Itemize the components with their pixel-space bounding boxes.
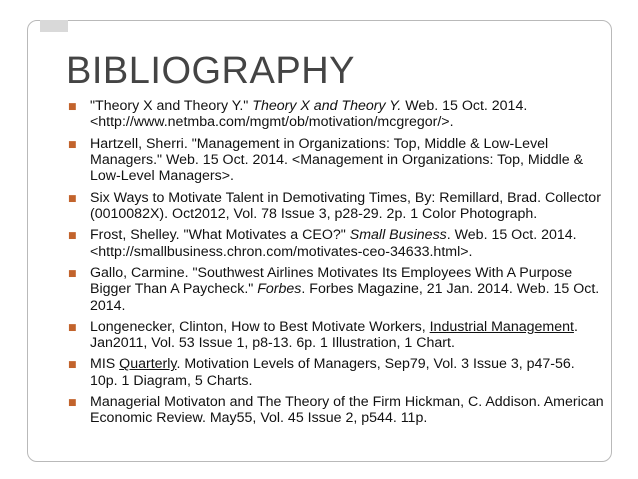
entry-text: "Theory X and Theory Y." — [90, 98, 253, 114]
entry-text: . Web. 15 Oct. 2014. <http://smallbusiness.chron.com/motivates-ceo-34633.html>. — [90, 227, 577, 260]
bibliography-entry — [66, 394, 606, 427]
corner-accent-tab — [40, 20, 68, 32]
bibliography-entry — [66, 356, 606, 389]
square-bullet-icon: ■ — [68, 102, 77, 112]
entry-underlined-title: Quarterly — [119, 356, 177, 373]
entry-text: Six Ways to Motivate Talent in Demotivating Times, By: Remillard, Brad. Collector (0010082X). Oct2012, Vol. 78 Issue 3, p28-29. 2p. 1 Color Photograph. — [90, 189, 601, 223]
bibliography-entry — [66, 319, 606, 352]
entry-italic-title: Forbes — [257, 281, 302, 298]
slide-title: BIBLIOGRAPHY — [66, 50, 355, 92]
entry-text: Frost, Shelley. "What Motivates a CEO?" — [90, 227, 350, 244]
square-bullet-icon: ■ — [68, 268, 77, 279]
entry-underlined-title: Industrial Management — [429, 318, 574, 335]
bibliography-entry — [66, 227, 606, 260]
square-bullet-icon: ■ — [68, 193, 77, 204]
entry-text: Longenecker, Clinton, How to Best Motivate Workers, — [90, 318, 430, 335]
bibliography-entry — [66, 136, 606, 185]
entry-text: . Jan2011, Vol. 53 Issue 1, p8-13. 6p. 1 Illustration, 1 Chart. — [90, 318, 578, 352]
entry-text: . Forbes Magazine, 21 Jan. 2014. Web. 15 Oct. 2014. — [90, 281, 600, 314]
entry-text: Hartzell, Sherri. "Management in Organizations: Top, Middle & Low-Level Managers." Web. 15 Oct. 2014. <Management in Organizations: Top, Middle & Low-Level Managers>. — [90, 135, 584, 185]
entry-text: . Motivation Levels of Managers, Sep79, Vol. 3 Issue 3, p47-56. 10p. 1 Diagram, 5 Charts. — [90, 356, 575, 389]
entry-text: MIS — [90, 356, 120, 373]
square-bullet-icon: ■ — [68, 139, 77, 150]
square-bullet-icon: ■ — [68, 231, 77, 242]
bibliography-entry — [66, 190, 606, 223]
square-bullet-icon: ■ — [68, 322, 77, 333]
entry-text: Managerial Motivaton and The Theory of the Firm Hickman, C. Addison. American Economic Review. May55, Vol. 45 Issue 2, p544. 11p. — [90, 394, 604, 427]
bibliography-entry — [66, 98, 606, 131]
bibliography-list — [66, 98, 606, 432]
square-bullet-icon: ■ — [68, 360, 77, 371]
entry-italic-title: Theory X and Theory Y. — [252, 98, 402, 114]
entry-text: Web. 15 Oct. 2014. <http://www.netmba.com/mgmt/ob/motivation/mcgregor/>. — [90, 98, 528, 131]
bibliography-entry — [66, 265, 606, 314]
entry-italic-title: Small Business — [349, 227, 447, 244]
square-bullet-icon: ■ — [68, 398, 77, 409]
entry-text: Gallo, Carmine. "Southwest Airlines Motivates Its Employees With A Purpose Bigger Than A Paycheck." — [90, 264, 573, 298]
